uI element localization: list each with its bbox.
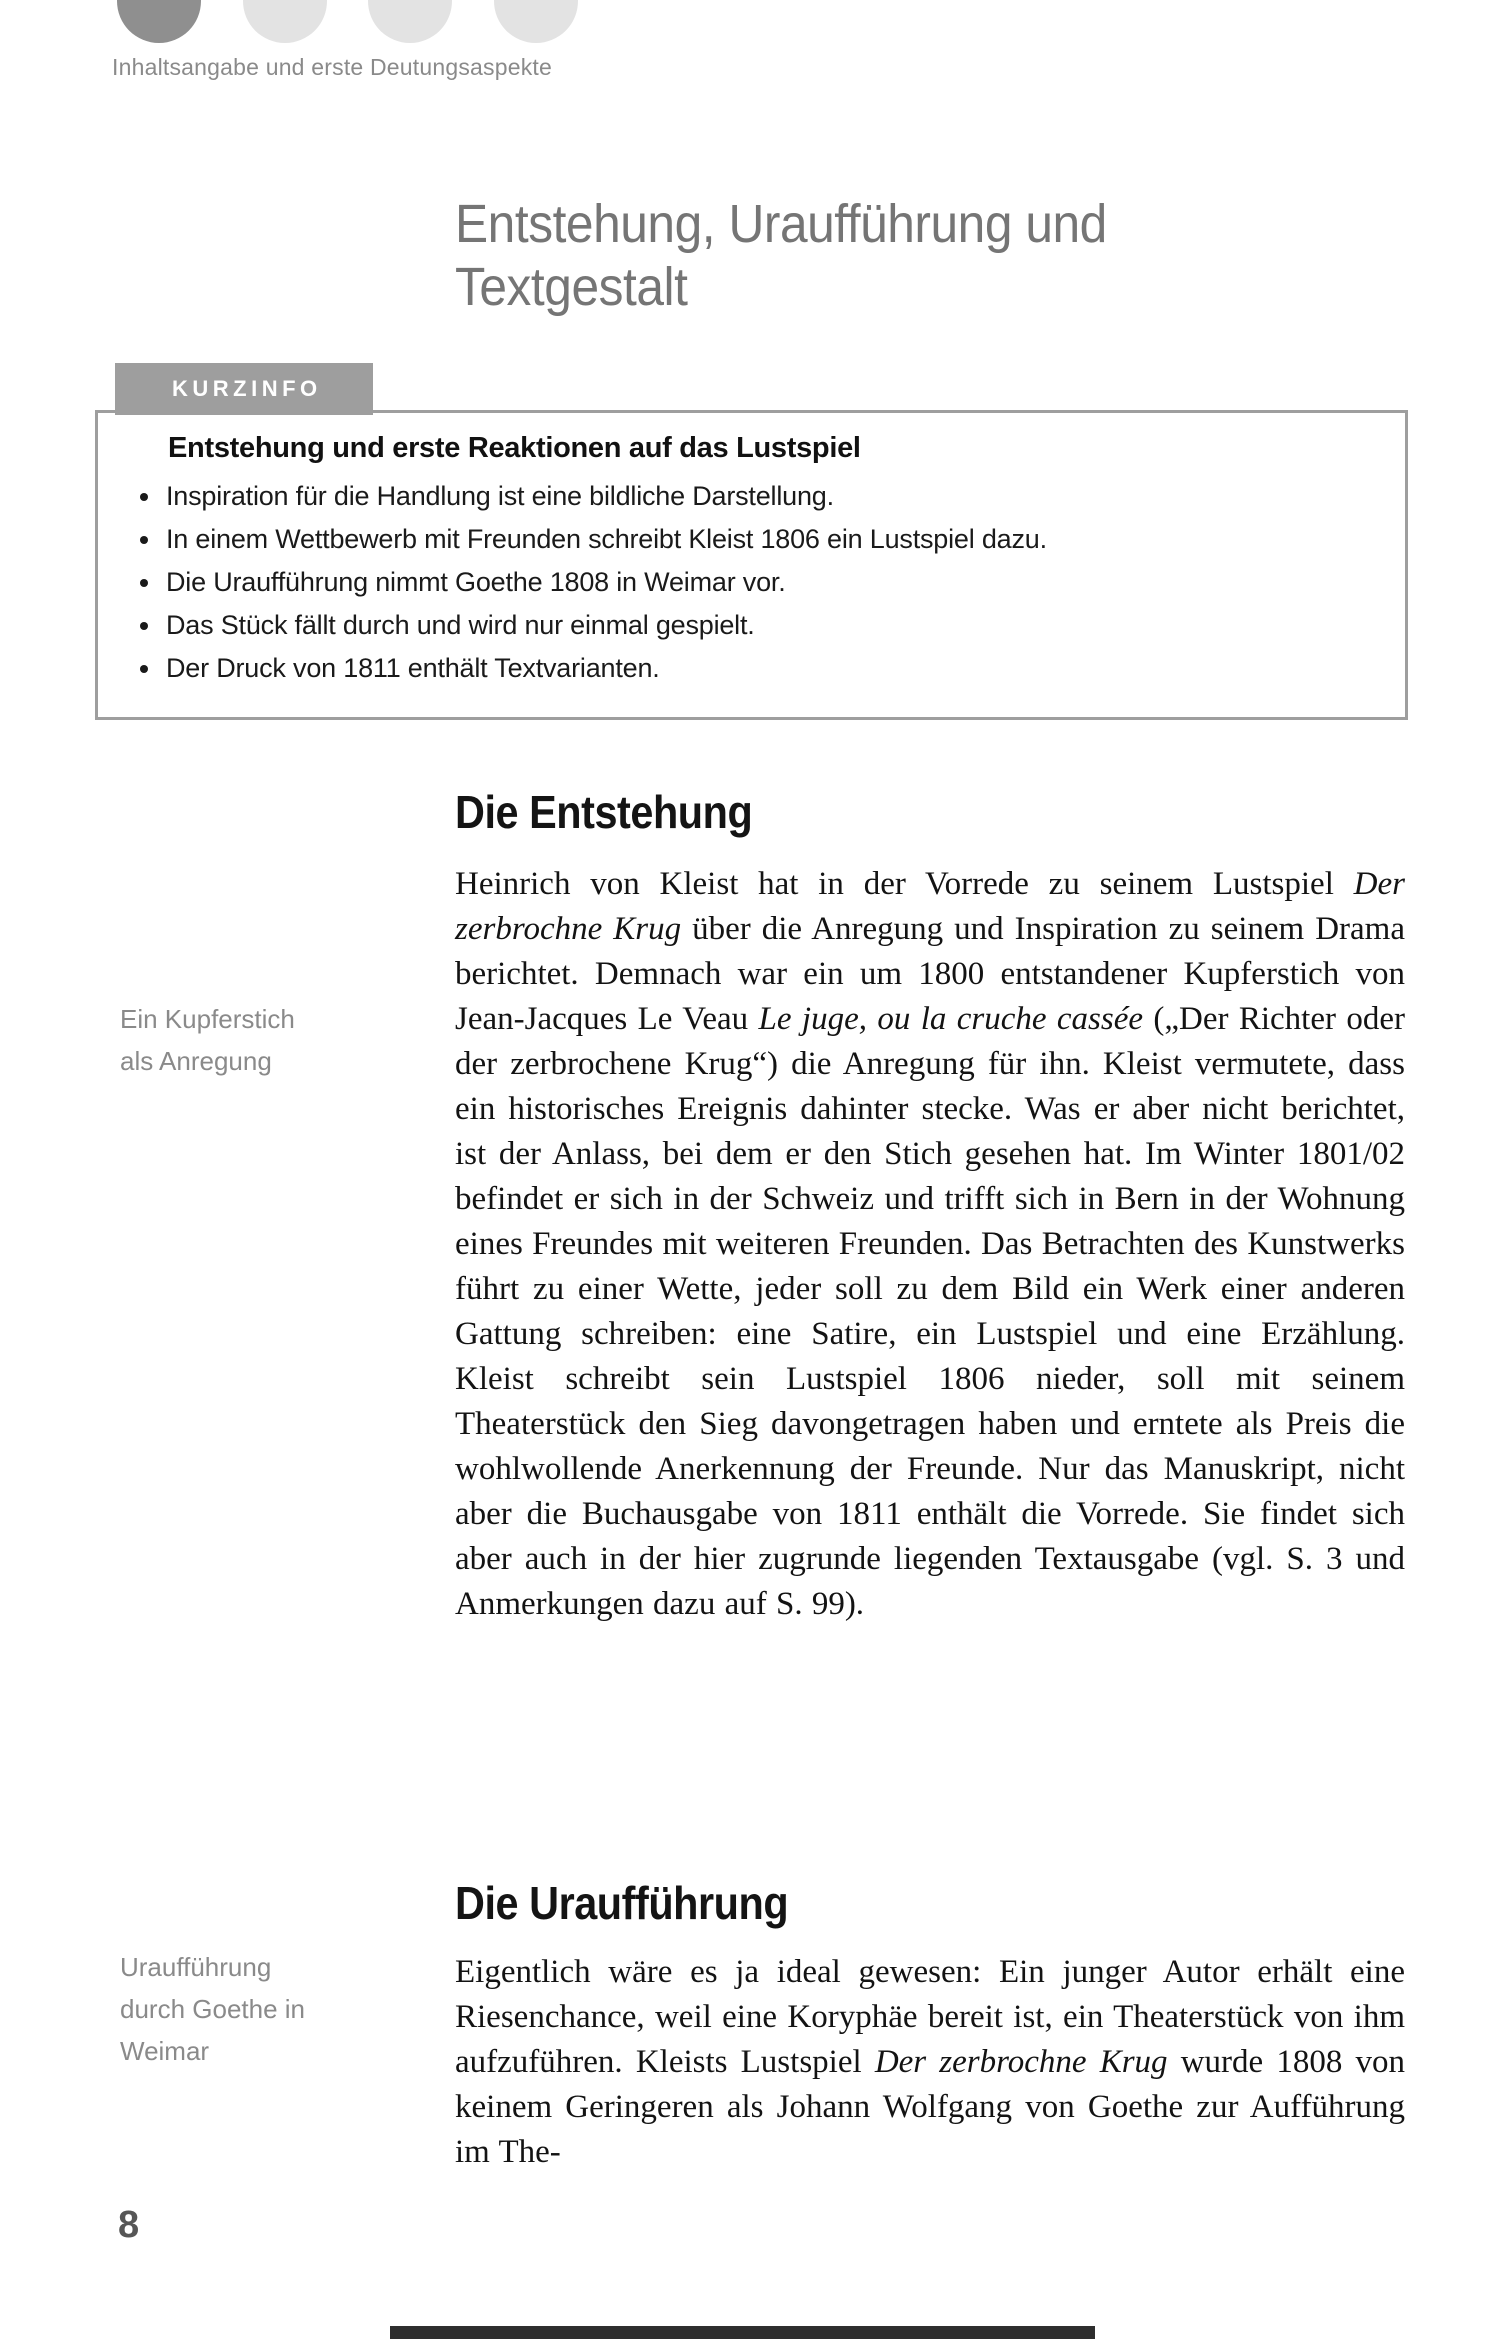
page-title-line1: Entstehung, Uraufführung und [455, 194, 1107, 254]
text-run: („Der Richter oder der zerbrochene Krug“) die Anregung für ihn. Kleist vermutete, dass ein historisches Ereignis dahinter stecke. Was er aber nicht berichtet, ist der Anlass, bei dem er den Stich gesehen hat. Im Winter 1801/02 befindet er sich in der Schweiz und trifft sich in Bern in der Wohnung eines Freundes mit weiteren Freunden. Das Betrachten des Kunstwerks führt zu einer Wette, jeder soll zu dem Bild ein Werk einer anderen Gattung schreiben: eine Satire, ein Lustspiel und eine Erzählung. Kleist schreibt sein Lustspiel 1806 nieder, soll mit seinem Theaterstück den Sieg davongetragen haben und erntete als Preis die wohlwollende Anerkennung der Freunde. Nur das Manuskript, nicht aber die Buchausgabe von 1811 enthält die Vorrede. Sie findet sich aber auch in der hier zugrunde liegenden Textausgabe (vgl. S. 3 und Anmerkungen dazu auf S. 99). [455, 1001, 1405, 1622]
page-number: 8 [118, 2204, 140, 2246]
body-paragraph-entstehung [455, 862, 1405, 1627]
italic-work-title: Der zerbrochne Krug [874, 2044, 1168, 2080]
kurzinfo-box [95, 410, 1408, 720]
kurzinfo-bullet-list [98, 475, 1405, 690]
kurzinfo-bullet: Der Druck von 1811 enthält Textvarianten. [138, 647, 1375, 690]
kurzinfo-heading: Entstehung und erste Reaktionen auf das Lustspiel [168, 432, 861, 464]
progress-dot [368, 0, 452, 43]
margin-note-line: Weimar [120, 2036, 210, 2066]
progress-dot [494, 0, 578, 43]
margin-note-line: Uraufführung [120, 1952, 272, 1982]
body-paragraph-urauffuehrung [455, 1950, 1405, 2175]
kurzinfo-bullet: Die Uraufführung nimmt Goethe 1808 in Weimar vor. [138, 561, 1375, 604]
progress-dot-active [117, 0, 201, 43]
margin-note-line: als Anregung [120, 1046, 272, 1076]
progress-dots [0, 0, 700, 50]
margin-note-kupferstich [120, 998, 380, 1082]
section-heading-urauffuehrung: Die Uraufführung [455, 1877, 789, 1929]
section-heading-entstehung: Die Entstehung [455, 786, 753, 838]
kurzinfo-bullet: Inspiration für die Handlung ist eine bildliche Darstellung. [138, 475, 1375, 518]
kurzinfo-bullet: Das Stück fällt durch und wird nur einmal gespielt. [138, 604, 1375, 647]
margin-note-urauffuehrung [120, 1946, 380, 2072]
text-run: über die Anregung und Inspiration zu seinem Drama berichtet. Demnach war ein um 1800 entstandener Kupferstich von Jean-Jacques Le Veau [455, 911, 1405, 1037]
kurzinfo-bullet: In einem Wettbewerb mit Freunden schreibt Kleist 1806 ein Lustspiel dazu. [138, 518, 1375, 561]
running-head: Inhaltsangabe und erste Deutungsaspekte [112, 54, 553, 80]
next-page-bar [390, 2326, 1095, 2339]
kurzinfo-label: KURZINFO [115, 363, 373, 415]
page-title [455, 193, 1107, 319]
progress-dot [243, 0, 327, 43]
text-run: Heinrich von Kleist hat in der Vorrede zu seinem Lustspiel [455, 866, 1354, 902]
margin-note-line: durch Goethe in [120, 1994, 306, 2024]
italic-work-title: Der zerbrochne Krug [455, 866, 1405, 947]
italic-work-title: Le juge, ou la cruche cassée [758, 1001, 1144, 1037]
text-run: wurde 1808 von keinem Geringeren als Johann Wolfgang von Goethe zur Aufführung im The- [455, 2044, 1406, 2170]
text-run: Eigentlich wäre es ja ideal gewesen: Ein junger Autor erhält eine Riesenchance, weil eine Koryphäe bereit ist, ein Theaterstück von ihm aufzuführen. Kleists Lustspiel [455, 1954, 1405, 2080]
page-title-line2: Textgestalt [455, 257, 688, 317]
margin-note-line: Ein Kupferstich [120, 1004, 295, 1034]
